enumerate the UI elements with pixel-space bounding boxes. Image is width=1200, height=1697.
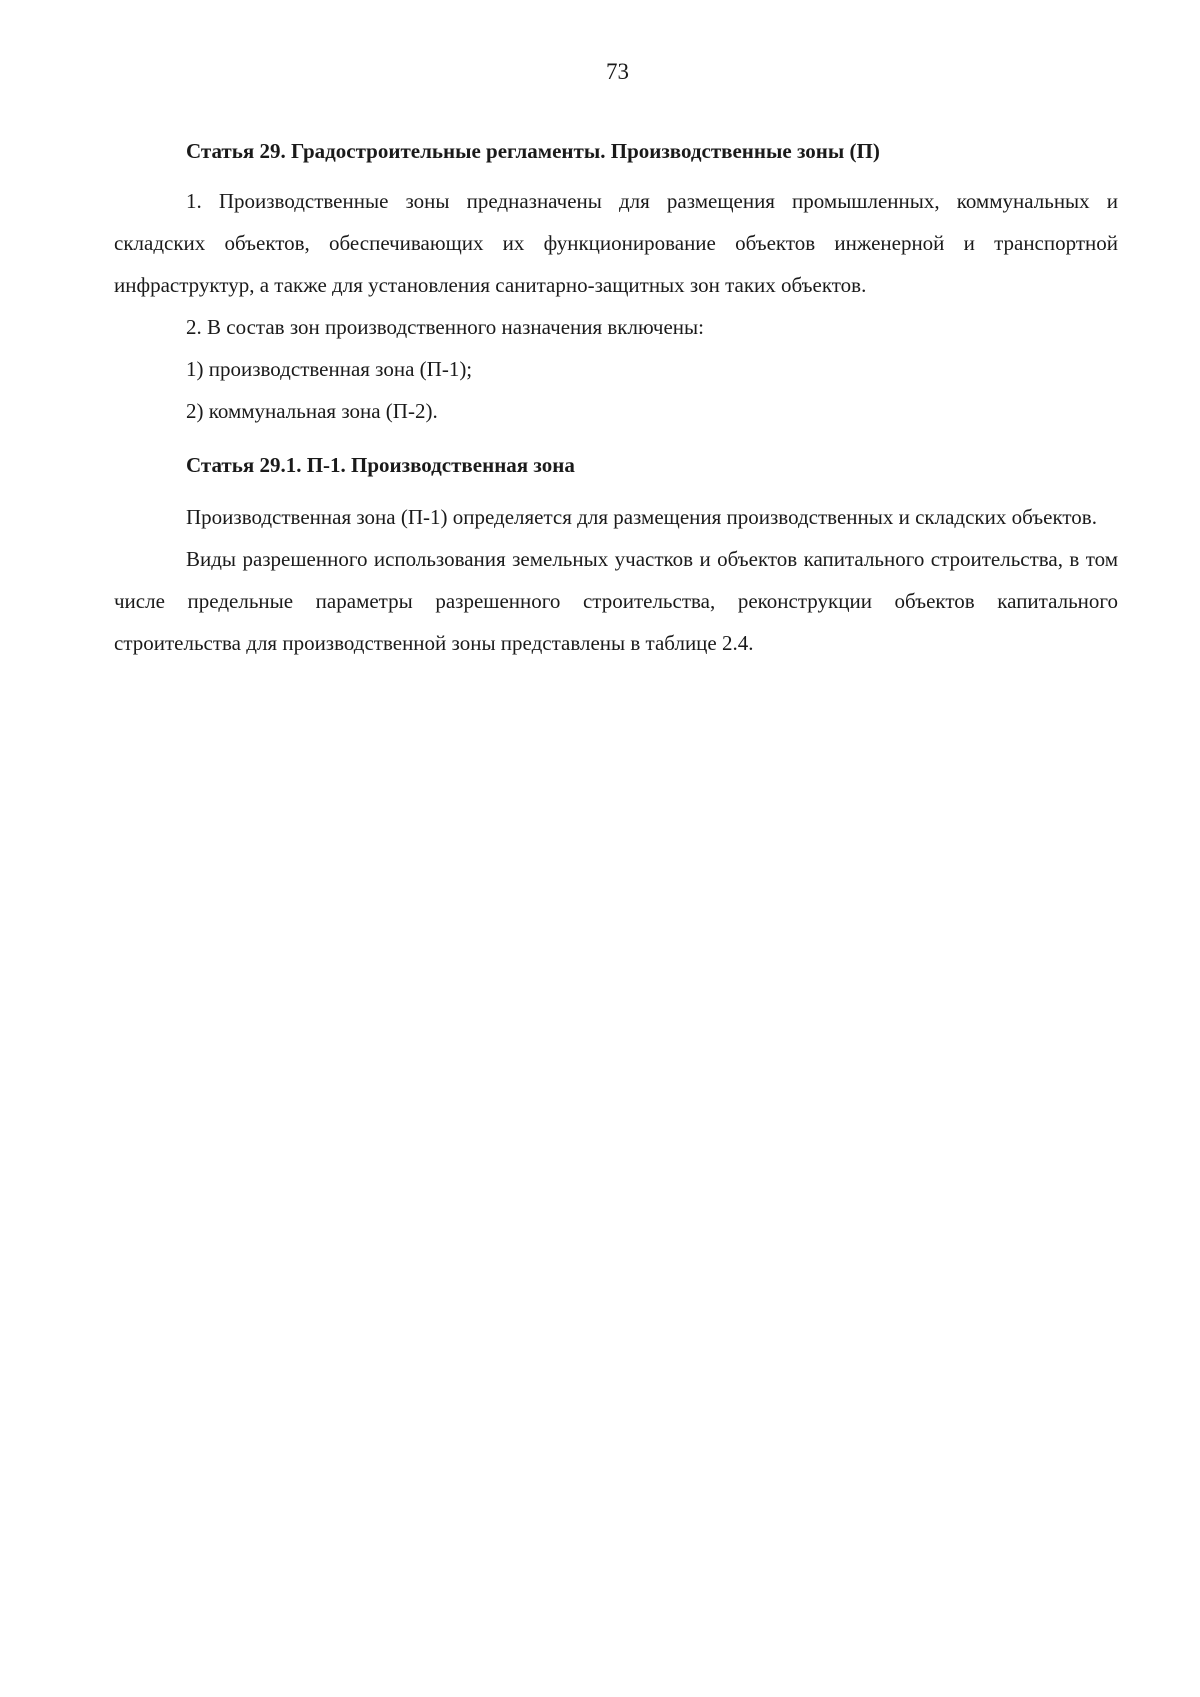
- page-content: [114, 130, 1118, 664]
- article-29-1-heading: Статья 29.1. П-1. Производственная зона: [186, 453, 575, 477]
- article-29-heading: Статья 29. Градостроительные регламенты. Производственные зоны (П): [186, 139, 880, 163]
- paragraph-composition: 2. В состав зон производственного назначения включены:: [186, 315, 704, 339]
- paragraph-zone-definition: Производственная зона (П-1) определяется для размещения производственных и складских объектов.: [186, 505, 1097, 529]
- paragraph-permitted-uses: Виды разрешенного использования земельных участков и объектов капитального строительства, в том числе предельные параметры разрешенного строительства, реконструкции объектов капитального строительства для производственной зоны представлены в таблице 2.4.: [114, 547, 1118, 655]
- list-item-production-zone: 1) производственная зона (П-1);: [186, 357, 473, 381]
- list-item-communal-zone: 2) коммунальная зона (П-2).: [186, 399, 438, 423]
- paragraph-purpose: 1. Производственные зоны предназначены для размещения промышленных, коммунальных и складских объектов, обеспечивающих их функционирование объектов инженерной и транспортной инфраструктур, а также для установления санитарно-защитных зон таких объектов.: [114, 189, 1118, 297]
- page-number: 73: [606, 59, 629, 84]
